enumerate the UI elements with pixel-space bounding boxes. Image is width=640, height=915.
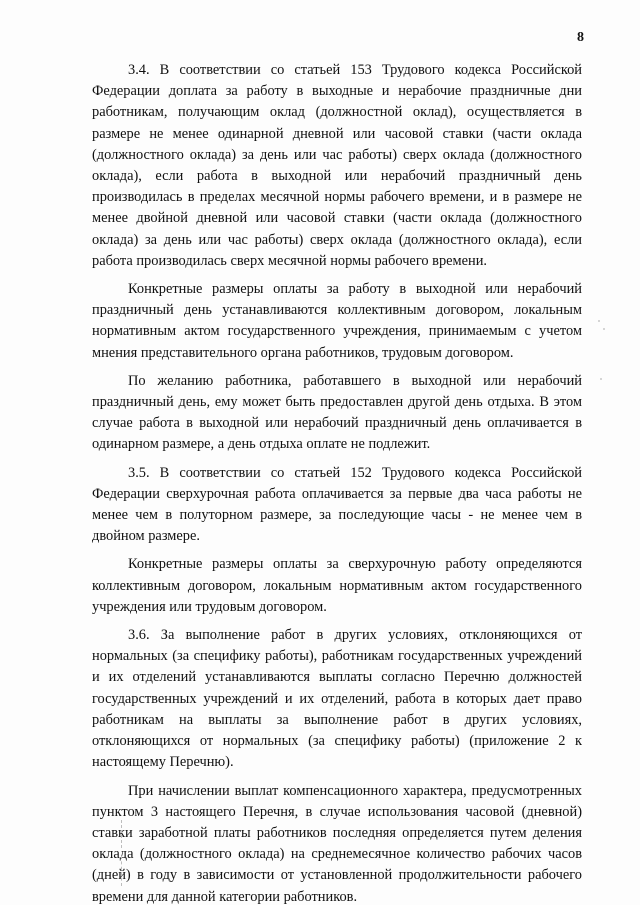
scan-artifact-dot (603, 328, 605, 330)
scan-artifact-line (121, 856, 122, 886)
paragraph-3-6: 3.6. За выполнение работ в других условиях, отклоняющихся от нормальных (за специфику работы), работникам государственных учреждений и их отделений устанавливаются выплаты согласно Перечню должностей государственных учреждений и их отделений, работа в которых дает право работникам на выплаты за выполнение работ в других условиях, отклоняющихся от нормальных (за специфику работы) (приложение 2 к настоящему Перечню). (92, 627, 582, 771)
scan-artifact-dot (598, 320, 600, 322)
paragraph-3-4: 3.4. В соответствии со статьей 153 Трудового кодекса Российской Федерации доплата за работу в выходные и нерабочие праздничные дни работникам, получающим оклад (должностной оклад), осуществляется в размере не менее одинарной дневной или часовой ставки (части оклада (должностного оклада) за день или час работы) сверх оклада (должностного оклада), если работа в выходной или нерабочий праздничный день производилась в пределах месячной нормы рабочего времени, и в размере не менее двойной дневной или часовой ставки (части оклада (должностного оклада) за день или час работы) сверх оклада (должностного оклада), если работа производилась сверх месячной нормы рабочего времени. (92, 62, 582, 269)
paragraph-day-off-option: По желанию работника, работавшего в выходной или нерабочий праздничный день, ему может быть предоставлен другой день отдыха. В этом случае работа в выходной или нерабочий праздничный день оплачивается в одинарном размере, а день отдыха оплате не подлежит. (92, 372, 582, 453)
paragraph-3-5: 3.5. В соответствии со статьей 152 Трудового кодекса Российской Федерации сверхурочная работа оплачивается за первые два часа работы не менее чем в полуторном размере, за последующие часы - не менее чем в двойном размере. (92, 464, 582, 545)
page-number: 8 (577, 30, 584, 45)
document-body (92, 60, 582, 915)
paragraph-hourly-rate-calculation: При начислении выплат компенсационного характера, предусмотренных пунктом 3 настоящего Перечня, в случае использования часовой (дневной) ставки заработной платы работников последняя определяется путем деления оклада (должностного оклада) на среднемесячное количество рабочих часов (дней) в году в зависимости от установленной продолжительности рабочего времени для данной категории работников. (92, 782, 582, 905)
scan-artifact-dot (600, 378, 602, 380)
scan-artifact-line (121, 820, 122, 848)
paragraph-overtime-pay-sizes: Конкретные размеры оплаты за сверхурочную работу определяются коллективным договором, локальным нормативным актом государственного учреждения или трудовым договором. (92, 556, 582, 615)
paragraph-weekend-pay-sizes: Конкретные размеры оплаты за работу в выходной или нерабочий праздничный день устанавливаются коллективным договором, локальным нормативным актом государственного учреждения, принимаемым с учетом мнения представительного органа работников, трудовым договором. (92, 281, 582, 361)
